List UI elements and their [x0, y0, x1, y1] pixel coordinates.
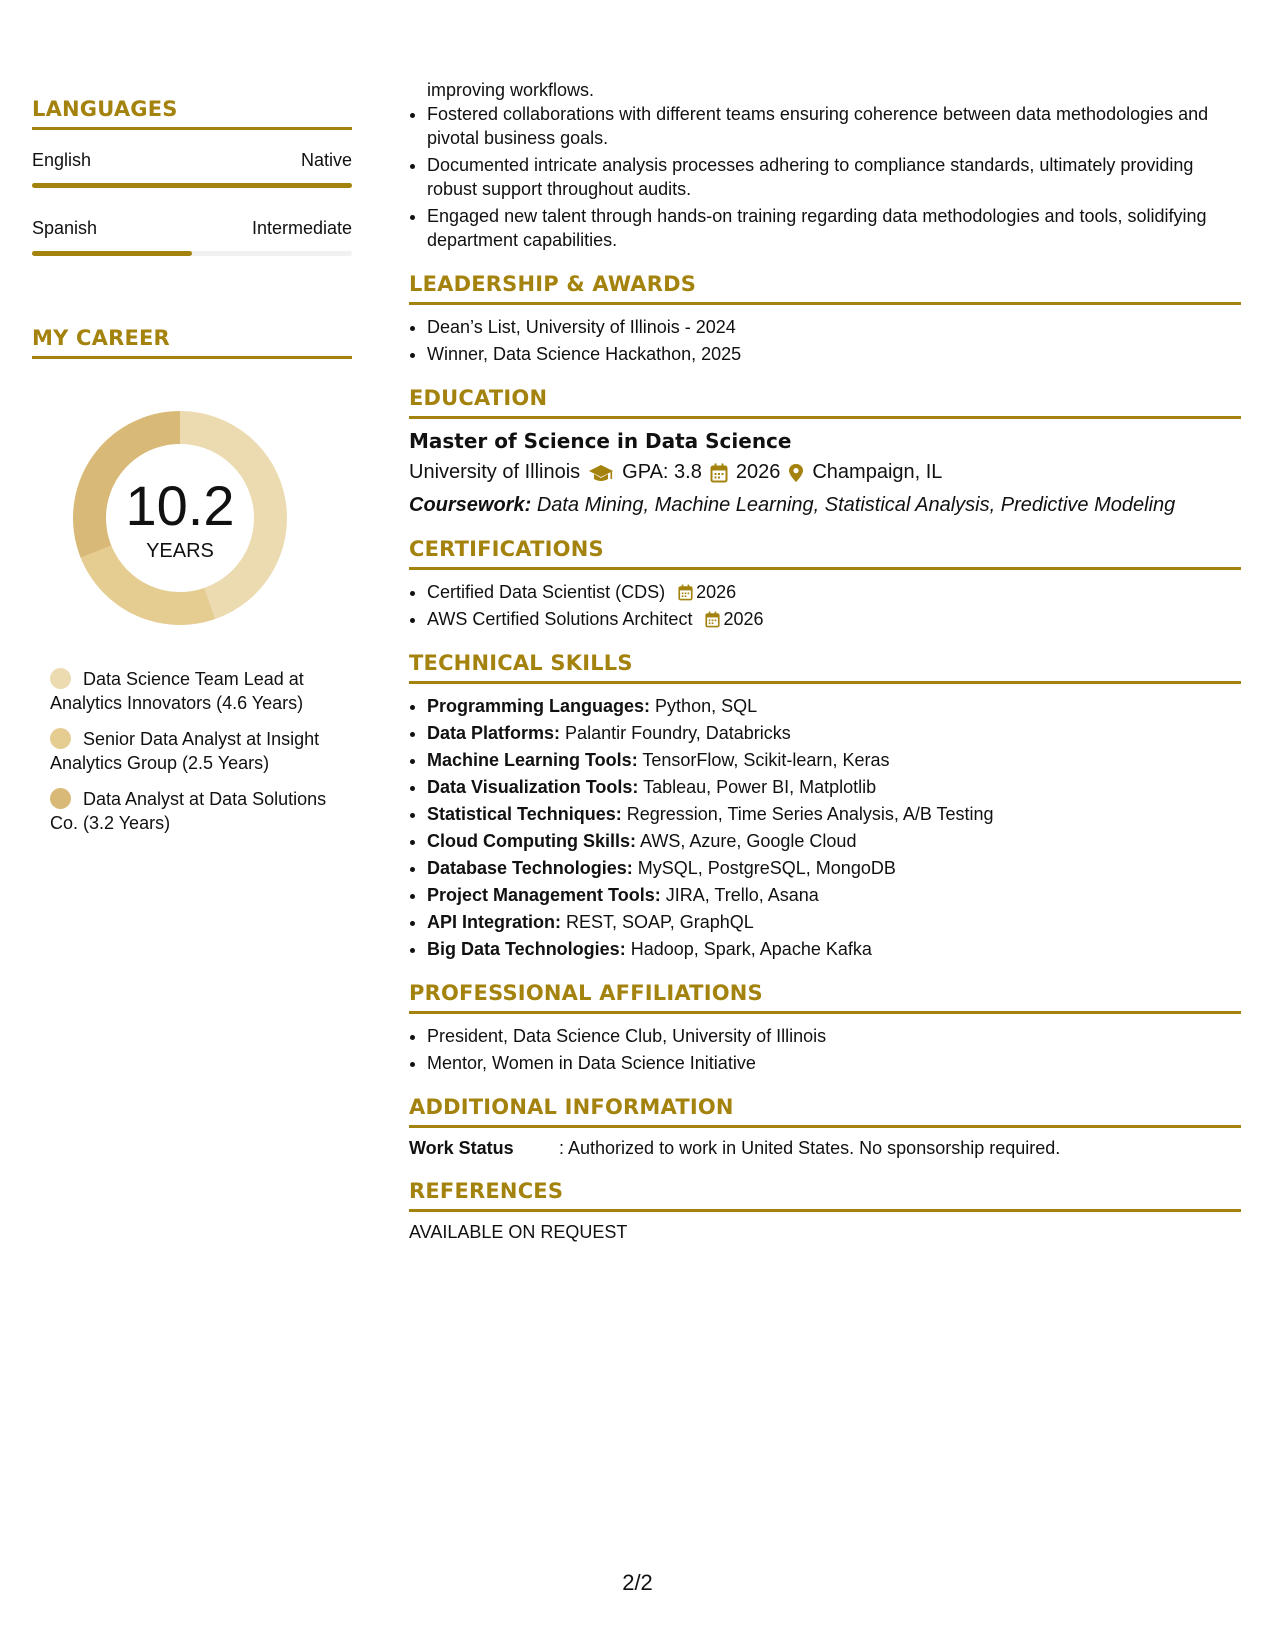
education-degree: Master of Science in Data Science [409, 429, 792, 453]
language-level: Native [300, 150, 352, 170]
education-gpa: GPA: 3.8 [622, 461, 702, 483]
awards-title: LEADERSHIP & AWARDS [409, 272, 1241, 305]
career-unit: YEARS [146, 539, 214, 562]
language-level: Intermediate [251, 218, 352, 238]
list-item: • Cloud Computing Skills: AWS, Azure, Google Cloud [427, 829, 1241, 853]
legend-dot-icon [50, 788, 71, 809]
career-item: Senior Data Analyst at Insight Analytics Group (2.5 Years) [50, 729, 320, 773]
career-donut-chart [65, 403, 295, 633]
page-number: 2/2 [622, 1570, 653, 1595]
language-name: Spanish [32, 218, 98, 238]
coursework-text: Data Mining, Machine Learning, Statistical Analysis, Predictive Modeling [536, 494, 1176, 516]
references-title: REFERENCES [409, 1179, 1241, 1212]
calendar-icon [705, 611, 720, 628]
list-item: • Machine Learning Tools: TensorFlow, Scikit-learn, Keras [427, 748, 1241, 772]
list-item: • Documented intricate analysis processes adhering to compliance standards, ultimately providing robust support throughout audits. [427, 153, 1241, 201]
list-item: • Winner, Data Science Hackathon, 2025 [427, 342, 1241, 366]
list-item: • AWS Certified Solutions Architect 2026 [427, 607, 1241, 631]
list-item: • Programming Languages: Python, SQL [427, 694, 1241, 718]
education-school: University of Illinois [409, 461, 581, 483]
language-bar [32, 183, 352, 188]
coursework-label: Coursework: [409, 494, 532, 516]
education-details [409, 461, 1241, 484]
career-list [50, 667, 352, 835]
work-status-value: : Authorized to work in United States. No sponsorship required. [559, 1138, 1061, 1158]
education-title: EDUCATION [409, 386, 1241, 419]
skills-title: TECHNICAL SKILLS [409, 651, 1241, 684]
list-item: • API Integration: REST, SOAP, GraphQL [427, 910, 1241, 934]
list-item: • Dean’s List, University of Illinois - 2024 [427, 315, 1241, 339]
education-year: 2026 [735, 461, 781, 483]
language-bar [32, 251, 352, 256]
education-coursework [409, 494, 1241, 517]
list-item: • Mentor, Women in Data Science Initiative [427, 1051, 1241, 1075]
experience-continued-text: improving workflows. [427, 80, 595, 100]
language-bar-fill [32, 251, 192, 256]
list-item: • President, Data Science Club, University of Illinois [427, 1024, 1241, 1048]
skills-list [409, 694, 1241, 961]
certifications-title: CERTIFICATIONS [409, 537, 1241, 570]
legend-dot-icon [50, 668, 71, 689]
list-item: • Data Visualization Tools: Tableau, Power BI, Matplotlib [427, 775, 1241, 799]
list-item: • Data Platforms: Palantir Foundry, Databricks [427, 721, 1241, 745]
awards-list [409, 315, 1241, 366]
left-column [32, 70, 352, 847]
education-location: Champaign, IL [812, 461, 943, 483]
list-item: • Project Management Tools: JIRA, Trello, Asana [427, 883, 1241, 907]
language-bar-fill [32, 183, 352, 188]
calendar-icon [710, 463, 728, 483]
language-name: English [32, 150, 92, 170]
language-english [32, 150, 352, 188]
career-total: 10.2 [125, 473, 235, 537]
certifications-list [409, 580, 1241, 631]
list-item: • Fostered collaborations with different teams ensuring coherence between data methodologies and pivotal business goals. [427, 102, 1241, 150]
list-item: • Engaged new talent through hands-on training regarding data methodologies and tools, solidifying department capabilities. [427, 204, 1241, 252]
affiliations-list [409, 1024, 1241, 1075]
list-item: • Statistical Techniques: Regression, Time Series Analysis, A/B Testing [427, 802, 1241, 826]
language-spanish [32, 218, 352, 256]
graduation-cap-icon [588, 463, 614, 483]
experience-bullets [409, 102, 1241, 252]
affiliations-title: PROFESSIONAL AFFILIATIONS [409, 981, 1241, 1014]
work-status-label: Work Status [409, 1138, 514, 1158]
career-title: MY CAREER [32, 326, 352, 359]
right-column [409, 78, 1241, 1243]
location-pin-icon [788, 463, 804, 483]
list-item: • Big Data Technologies: Hadoop, Spark, Apache Kafka [427, 937, 1241, 961]
list-item: • Database Technologies: MySQL, PostgreSQL, MongoDB [427, 856, 1241, 880]
career-item: Data Science Team Lead at Analytics Innovators (4.6 Years) [50, 669, 304, 713]
additional-info-title: ADDITIONAL INFORMATION [409, 1095, 1241, 1128]
legend-dot-icon [50, 728, 71, 749]
career-item: Data Analyst at Data Solutions Co. (3.2 Years) [50, 789, 327, 833]
list-item: • Certified Data Scientist (CDS) 2026 [427, 580, 1241, 604]
work-status-row [409, 1138, 1241, 1159]
references-text: AVAILABLE ON REQUEST [409, 1222, 628, 1242]
languages-title: LANGUAGES [32, 97, 352, 130]
calendar-icon [678, 584, 693, 601]
